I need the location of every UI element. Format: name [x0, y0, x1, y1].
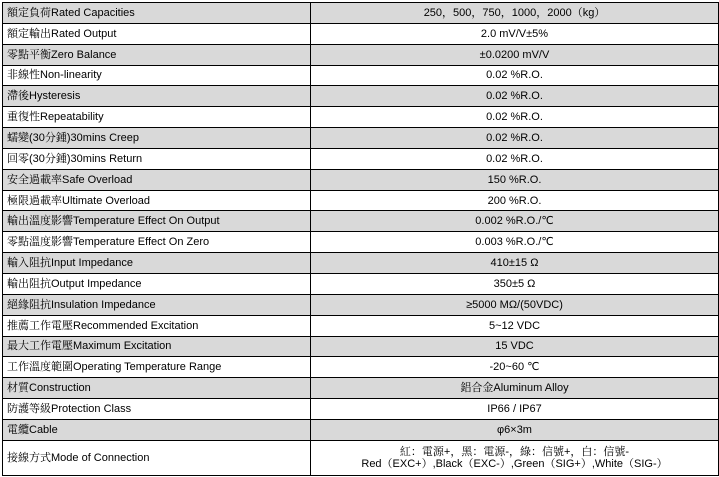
spec-row-mode-of-connection: [3, 440, 719, 475]
spec-value: 0.02 %R.O.: [311, 128, 719, 149]
spec-label: 輸入阻抗Input Impedance: [3, 253, 311, 274]
spec-row-rated-capacities: [3, 3, 719, 24]
spec-row-return: [3, 148, 719, 169]
spec-row-temp-effect-output: [3, 211, 719, 232]
spec-label: 工作溫度範圍Operating Temperature Range: [3, 357, 311, 378]
spec-value: 0.02 %R.O.: [311, 148, 719, 169]
spec-value: 250，500，750，1000，2000（kg）: [311, 3, 719, 24]
spec-row-maximum-excitation: [3, 336, 719, 357]
spec-label: 額定負荷Rated Capacities: [3, 3, 311, 24]
spec-label: 防護等級Protection Class: [3, 399, 311, 420]
spec-row-creep: [3, 128, 719, 149]
spec-row-output-impedance: [3, 273, 719, 294]
spec-label: 輸出溫度影響Temperature Effect On Output: [3, 211, 311, 232]
spec-row-operating-temperature: [3, 357, 719, 378]
spec-value: 0.02 %R.O.: [311, 86, 719, 107]
spec-label: 最大工作電壓Maximum Excitation: [3, 336, 311, 357]
spec-label: 重復性Repeatability: [3, 107, 311, 128]
spec-label: 安全過載率Safe Overload: [3, 169, 311, 190]
spec-value: ≥5000 MΩ/(50VDC): [311, 294, 719, 315]
spec-label: 額定輸出Rated Output: [3, 23, 311, 44]
spec-label: 輸出阻抗Output Impedance: [3, 273, 311, 294]
spec-value: -20~60 ℃: [311, 357, 719, 378]
spec-value: 410±15 Ω: [311, 253, 719, 274]
spec-value: 0.003 %R.O./℃: [311, 232, 719, 253]
spec-value: ±0.0200 mV/V: [311, 44, 719, 65]
spec-row-hysteresis: [3, 86, 719, 107]
spec-value: 0.02 %R.O.: [311, 107, 719, 128]
spec-row-protection-class: [3, 399, 719, 420]
spec-label: 絕緣阻抗Insulation Impedance: [3, 294, 311, 315]
spec-value: 2.0 mV/V±5%: [311, 23, 719, 44]
spec-row-cable: [3, 419, 719, 440]
spec-label: 接線方式Mode of Connection: [3, 440, 311, 475]
spec-row-repeatability: [3, 107, 719, 128]
spec-value: 150 %R.O.: [311, 169, 719, 190]
connection-line-chinese: 紅：電源+，黑：電源-，綠：信號+，白：信號-: [399, 445, 630, 458]
spec-value: 5~12 VDC: [311, 315, 719, 336]
spec-row-recommended-excitation: [3, 315, 719, 336]
spec-label: 非線性Non-linearity: [3, 65, 311, 86]
spec-row-ultimate-overload: [3, 190, 719, 211]
spec-label: 零點溫度影響Temperature Effect On Zero: [3, 232, 311, 253]
spec-value: 鋁合金Aluminum Alloy: [311, 378, 719, 399]
spec-value: 0.002 %R.O./℃: [311, 211, 719, 232]
spec-label: 零點平衡Zero Balance: [3, 44, 311, 65]
spec-label: 蠕變(30分鍾)30mins Creep: [3, 128, 311, 149]
spec-label: 推薦工作電壓Recommended Excitation: [3, 315, 311, 336]
connection-line-english: Red（EXC+）,Black（EXC-）,Green（SIG+）,White（SIG-）: [361, 457, 668, 470]
spec-value: IP66 / IP67: [311, 399, 719, 420]
spec-label: 極限過載率Ultimate Overload: [3, 190, 311, 211]
spec-label: 材質Construction: [3, 378, 311, 399]
spec-label: 回零(30分鍾)30mins Return: [3, 148, 311, 169]
spec-row-rated-output: [3, 23, 719, 44]
spec-row-zero-balance: [3, 44, 719, 65]
spec-value: 0.02 %R.O.: [311, 65, 719, 86]
spec-value: 350±5 Ω: [311, 273, 719, 294]
spec-label: 電纜Cable: [3, 419, 311, 440]
spec-value-connection: [311, 440, 719, 475]
spec-row-input-impedance: [3, 253, 719, 274]
spec-row-non-linearity: [3, 65, 719, 86]
spec-value: 15 VDC: [311, 336, 719, 357]
spec-label: 滯後Hysteresis: [3, 86, 311, 107]
spec-table: [2, 2, 719, 476]
spec-value: 200 %R.O.: [311, 190, 719, 211]
spec-row-safe-overload: [3, 169, 719, 190]
spec-value: φ6×3m: [311, 419, 719, 440]
spec-row-temp-effect-zero: [3, 232, 719, 253]
spec-row-construction: [3, 378, 719, 399]
spec-row-insulation-impedance: [3, 294, 719, 315]
